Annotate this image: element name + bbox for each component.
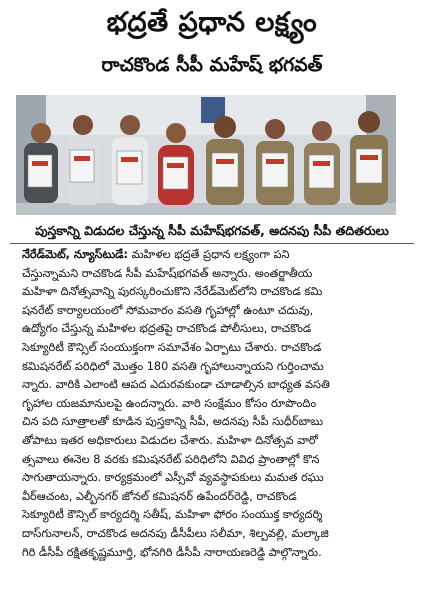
article-line: కమిషనరేట్ పరిధిలో మొత్తం 180 వసతి గృహాలున్నాయని గుర్తించామ bbox=[22, 359, 324, 373]
photo-caption: పుస్తకాన్ని విడుదల చేస్తున్న సీపీ మహేష్‌భగవత్, అదనపు సీపీ తదితరులు bbox=[10, 219, 414, 244]
article-line: గృహాల యజమానులపై ఉందన్నారు. వారి సంక్షేమం కోసం రూపొందిం bbox=[22, 396, 317, 410]
dateline: నేరేడ్‌మెట్, న్యూస్‌టుడే: bbox=[22, 248, 128, 261]
article-line: సెక్యూరిటీ కౌన్సిల్ సంయుక్తంగా సమావేశం ఏర్పాటు చేశారు. రాచకొండ bbox=[22, 340, 322, 354]
article-line: చేస్తున్నామని రాచకొండ సీపీ మహేష్‌భగవత్ అన్నారు. అంతర్జాతీయ bbox=[22, 266, 313, 280]
article-line: చిన పది సూత్రాలతో కూడిన పుస్తకాన్ని సీపీ, అదనపు సీపీ సుధీర్‌బాబు bbox=[22, 415, 324, 429]
subheadline: రాచకొండ సీపీ మహేష్ భగవత్ bbox=[101, 54, 323, 76]
news-photo bbox=[16, 95, 396, 215]
group-photo-illustration bbox=[16, 95, 396, 215]
article-line: సెక్యూరిటీ కౌన్సిల్ కార్యదర్శి సతీష్, మహిళా ఫోరం సంయుక్త కార్యదర్శి bbox=[22, 508, 323, 522]
article-line: గిరి డీసీపీ రక్షితకృష్ణమూర్తి, భోనగిరి డీసీపీ నారాయణరెడ్డి పాల్గొన్నారు. bbox=[22, 545, 322, 559]
article-line: దాస్‌గునాలన్, రాచకొండ అదనపు డీసీపీలు సలీమా, శిల్పవల్లి, మల్కాజి bbox=[22, 526, 329, 540]
article-line: సాగుతాయన్నారు. కార్యక్రమంలో ఎస్సీవో వ్యవస్థాపకులు మమత రఘు bbox=[22, 471, 324, 485]
article-line: వీర్‌ఆచంట, ఎల్బీనగర్ జోనల్ కమిషనర్ ఉపేందర్‌రెడ్డి, రాచకొండ bbox=[22, 489, 297, 503]
article-line: ఉద్యోగం చేస్తున్న మహిళల భద్రతపై రాచకొండ పోలీసులు, రాచకొండ bbox=[22, 322, 312, 336]
article-line-0-text: మహిళల భద్రతే ప్రధాన లక్ష్యంగా పని bbox=[127, 248, 290, 261]
headline: భద్రతే ప్రధాన లక్ష్యం bbox=[106, 7, 318, 38]
article-line: న్నారు. వారికి ఎలాంటి ఆపద ఎదురవకుండా చూడాల్సిన బాధ్యత వసతి bbox=[22, 378, 330, 392]
article-line-0 bbox=[22, 246, 410, 265]
article-line: తోపాటు ఇతర అధికారులు విడుదల చేశారు. మహిళా దినోత్సవ వారో bbox=[22, 433, 318, 447]
article-line: షనరేట్ కార్యాలయంలో సోమవారం వసతి గృహాల్లో ఉంటూ చదువు, bbox=[22, 303, 314, 317]
article-line: త్సవాలు ఈనెల 8 వరకు కమిషనరేట్ పరిధిలోని వివిధ ప్రాంతాల్లో కొన bbox=[22, 452, 320, 466]
article-body bbox=[22, 246, 410, 562]
article-line: మహిళా దినోత్సవాన్ని పురస్కరించుకొని నేరేడ్‌మెట్‌లోని రాచకొండ కమి bbox=[22, 285, 323, 299]
